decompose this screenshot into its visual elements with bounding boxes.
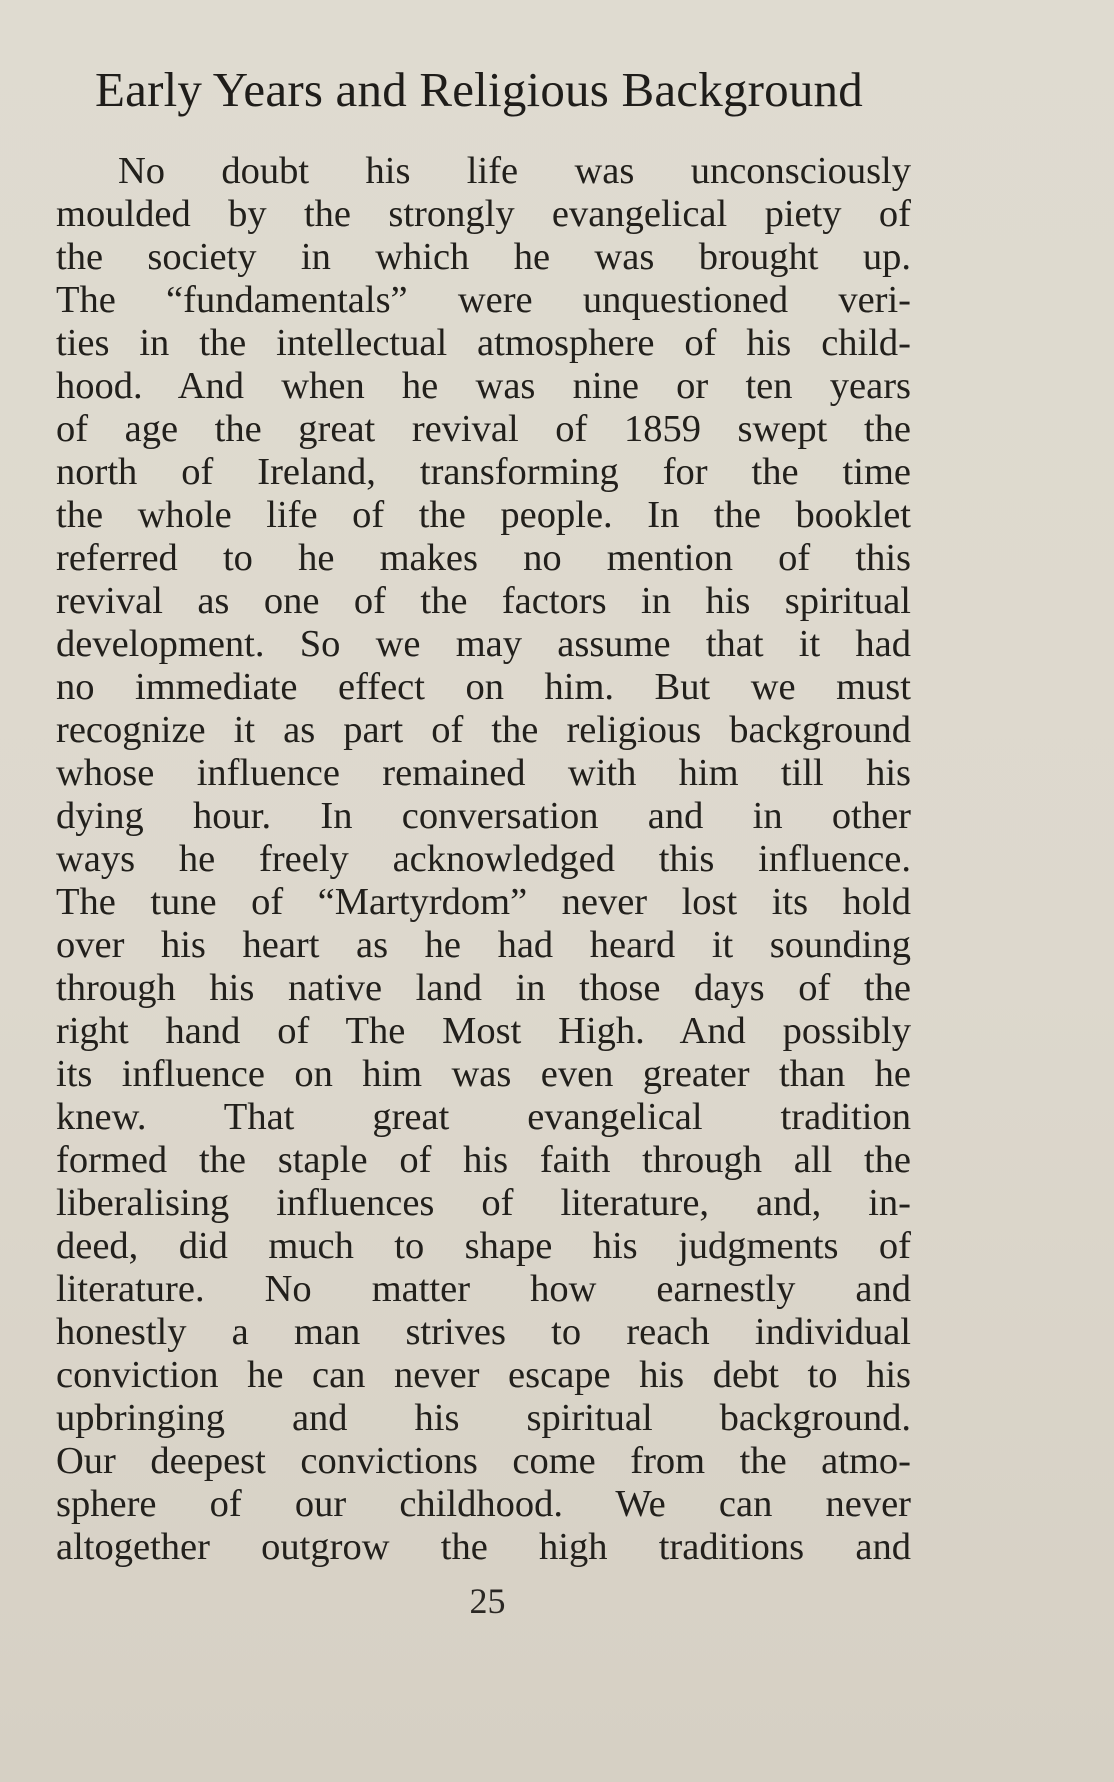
text-line: the society in which he was brought up. bbox=[56, 236, 911, 278]
text-line: knew. That great evangelical tradition bbox=[56, 1096, 911, 1138]
text-line: whose influence remained with him till his bbox=[56, 752, 911, 794]
text-line: its influence on him was even greater than he bbox=[56, 1053, 911, 1095]
text-line: sphere of our childhood. We can never bbox=[56, 1483, 911, 1525]
text-line: dying hour. In conversation and in other bbox=[56, 795, 911, 837]
text-line: literature. No matter how earnestly and bbox=[56, 1268, 911, 1310]
text-line: The tune of “Martyrdom” never lost its hold bbox=[56, 881, 911, 923]
text-line: ties in the intellectual atmosphere of his child- bbox=[56, 322, 911, 364]
text-line: the whole life of the people. In the booklet bbox=[56, 494, 911, 536]
text-line: deed, did much to shape his judgments of bbox=[56, 1225, 911, 1267]
text-line: referred to he makes no mention of this bbox=[56, 537, 911, 579]
page-number: 25 bbox=[469, 1581, 506, 1621]
text-line: Our deepest convictions come from the atmo- bbox=[56, 1440, 911, 1482]
text-line: right hand of The Most High. And possibly bbox=[56, 1010, 911, 1052]
text-line: altogether outgrow the high traditions and bbox=[56, 1526, 911, 1568]
text-line: honestly a man strives to reach individual bbox=[56, 1311, 911, 1353]
text-line: conviction he can never escape his debt to his bbox=[56, 1354, 911, 1396]
text-line: over his heart as he had heard it sounding bbox=[56, 924, 911, 966]
text-line: formed the staple of his faith through all the bbox=[56, 1139, 911, 1181]
text-line: ways he freely acknowledged this influence. bbox=[56, 838, 911, 880]
text-line: recognize it as part of the religious background bbox=[56, 709, 911, 751]
text-line: north of Ireland, transforming for the time bbox=[56, 451, 911, 493]
text-line: No doubt his life was unconsciously bbox=[118, 150, 911, 192]
text-line: development. So we may assume that it had bbox=[56, 623, 911, 665]
text-line: upbringing and his spiritual background. bbox=[56, 1397, 911, 1439]
text-line: moulded by the strongly evangelical piety of bbox=[56, 193, 911, 235]
text-line: liberalising influences of literature, and, in- bbox=[56, 1182, 911, 1224]
text-line: hood. And when he was nine or ten years bbox=[56, 365, 911, 407]
text-line: The “fundamentals” were unquestioned veri- bbox=[56, 279, 911, 321]
text-line: of age the great revival of 1859 swept the bbox=[56, 408, 911, 450]
text-line: revival as one of the factors in his spiritual bbox=[56, 580, 911, 622]
running-head: Early Years and Religious Background bbox=[95, 62, 863, 117]
text-line: no immediate effect on him. But we must bbox=[56, 666, 911, 708]
text-line: through his native land in those days of the bbox=[56, 967, 911, 1009]
body-paragraph bbox=[56, 150, 911, 1569]
